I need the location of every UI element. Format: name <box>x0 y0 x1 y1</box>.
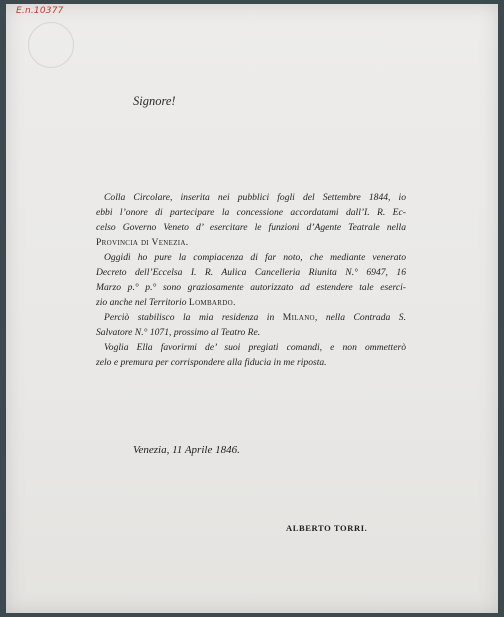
body-line: ebbi l’onore di partecipare la concessione accordatami dall’I. R. Ec- <box>96 207 406 218</box>
body-line <box>96 295 406 310</box>
body-text-fragment: zio anche nel Territorio <box>96 297 189 308</box>
body-line: Decreto dell’Eccelsa I. R. Aulica Cancelleria Riunita N.° 6947, 16 <box>96 267 406 278</box>
body-line: Salvatore N.° 1071, prossimo al Teatro Re. <box>96 327 261 338</box>
signature: ALBERTO TORRI. <box>286 523 368 533</box>
archive-mark: E.n.10377 <box>16 6 64 16</box>
letter-body <box>96 190 406 370</box>
body-line: Colla Circolare, inserita nei pubblici fogli del Settembre 1844, io <box>104 192 406 203</box>
salutation: Signore! <box>133 94 176 108</box>
body-text-fragment: Perciò stabilisco la mia residenza in <box>104 312 283 323</box>
body-line: Voglia Ella favorirmi de’ suoi pregiati comandi, e non ommetterò <box>104 342 406 353</box>
body-line: celso Governo Veneto d’ esercitare le funzioni d’Agente Teatrale nella <box>96 222 406 233</box>
body-line <box>96 235 406 250</box>
letter-date: Venezia, 11 Aprile 1846. <box>133 444 240 456</box>
body-line <box>96 310 406 325</box>
city-name: Milano <box>282 312 315 323</box>
body-text-fragment: , nella Contrada S. <box>314 312 406 323</box>
body-line: Oggidì ho pure la compiacenza di far noto, che mediante venerato <box>104 252 406 263</box>
letter-sheet <box>6 4 498 613</box>
body-line: Marzo p.° p.° sono graziosamente autorizzato ad estendere tale eserci- <box>96 282 406 293</box>
embossed-stamp <box>28 22 74 68</box>
province-name: Provincia di Venezia. <box>96 237 189 248</box>
territory-name: Lombardo. <box>188 297 236 308</box>
body-line: zelo e premura per corrispondere alla fiducia in me riposta. <box>96 357 327 368</box>
